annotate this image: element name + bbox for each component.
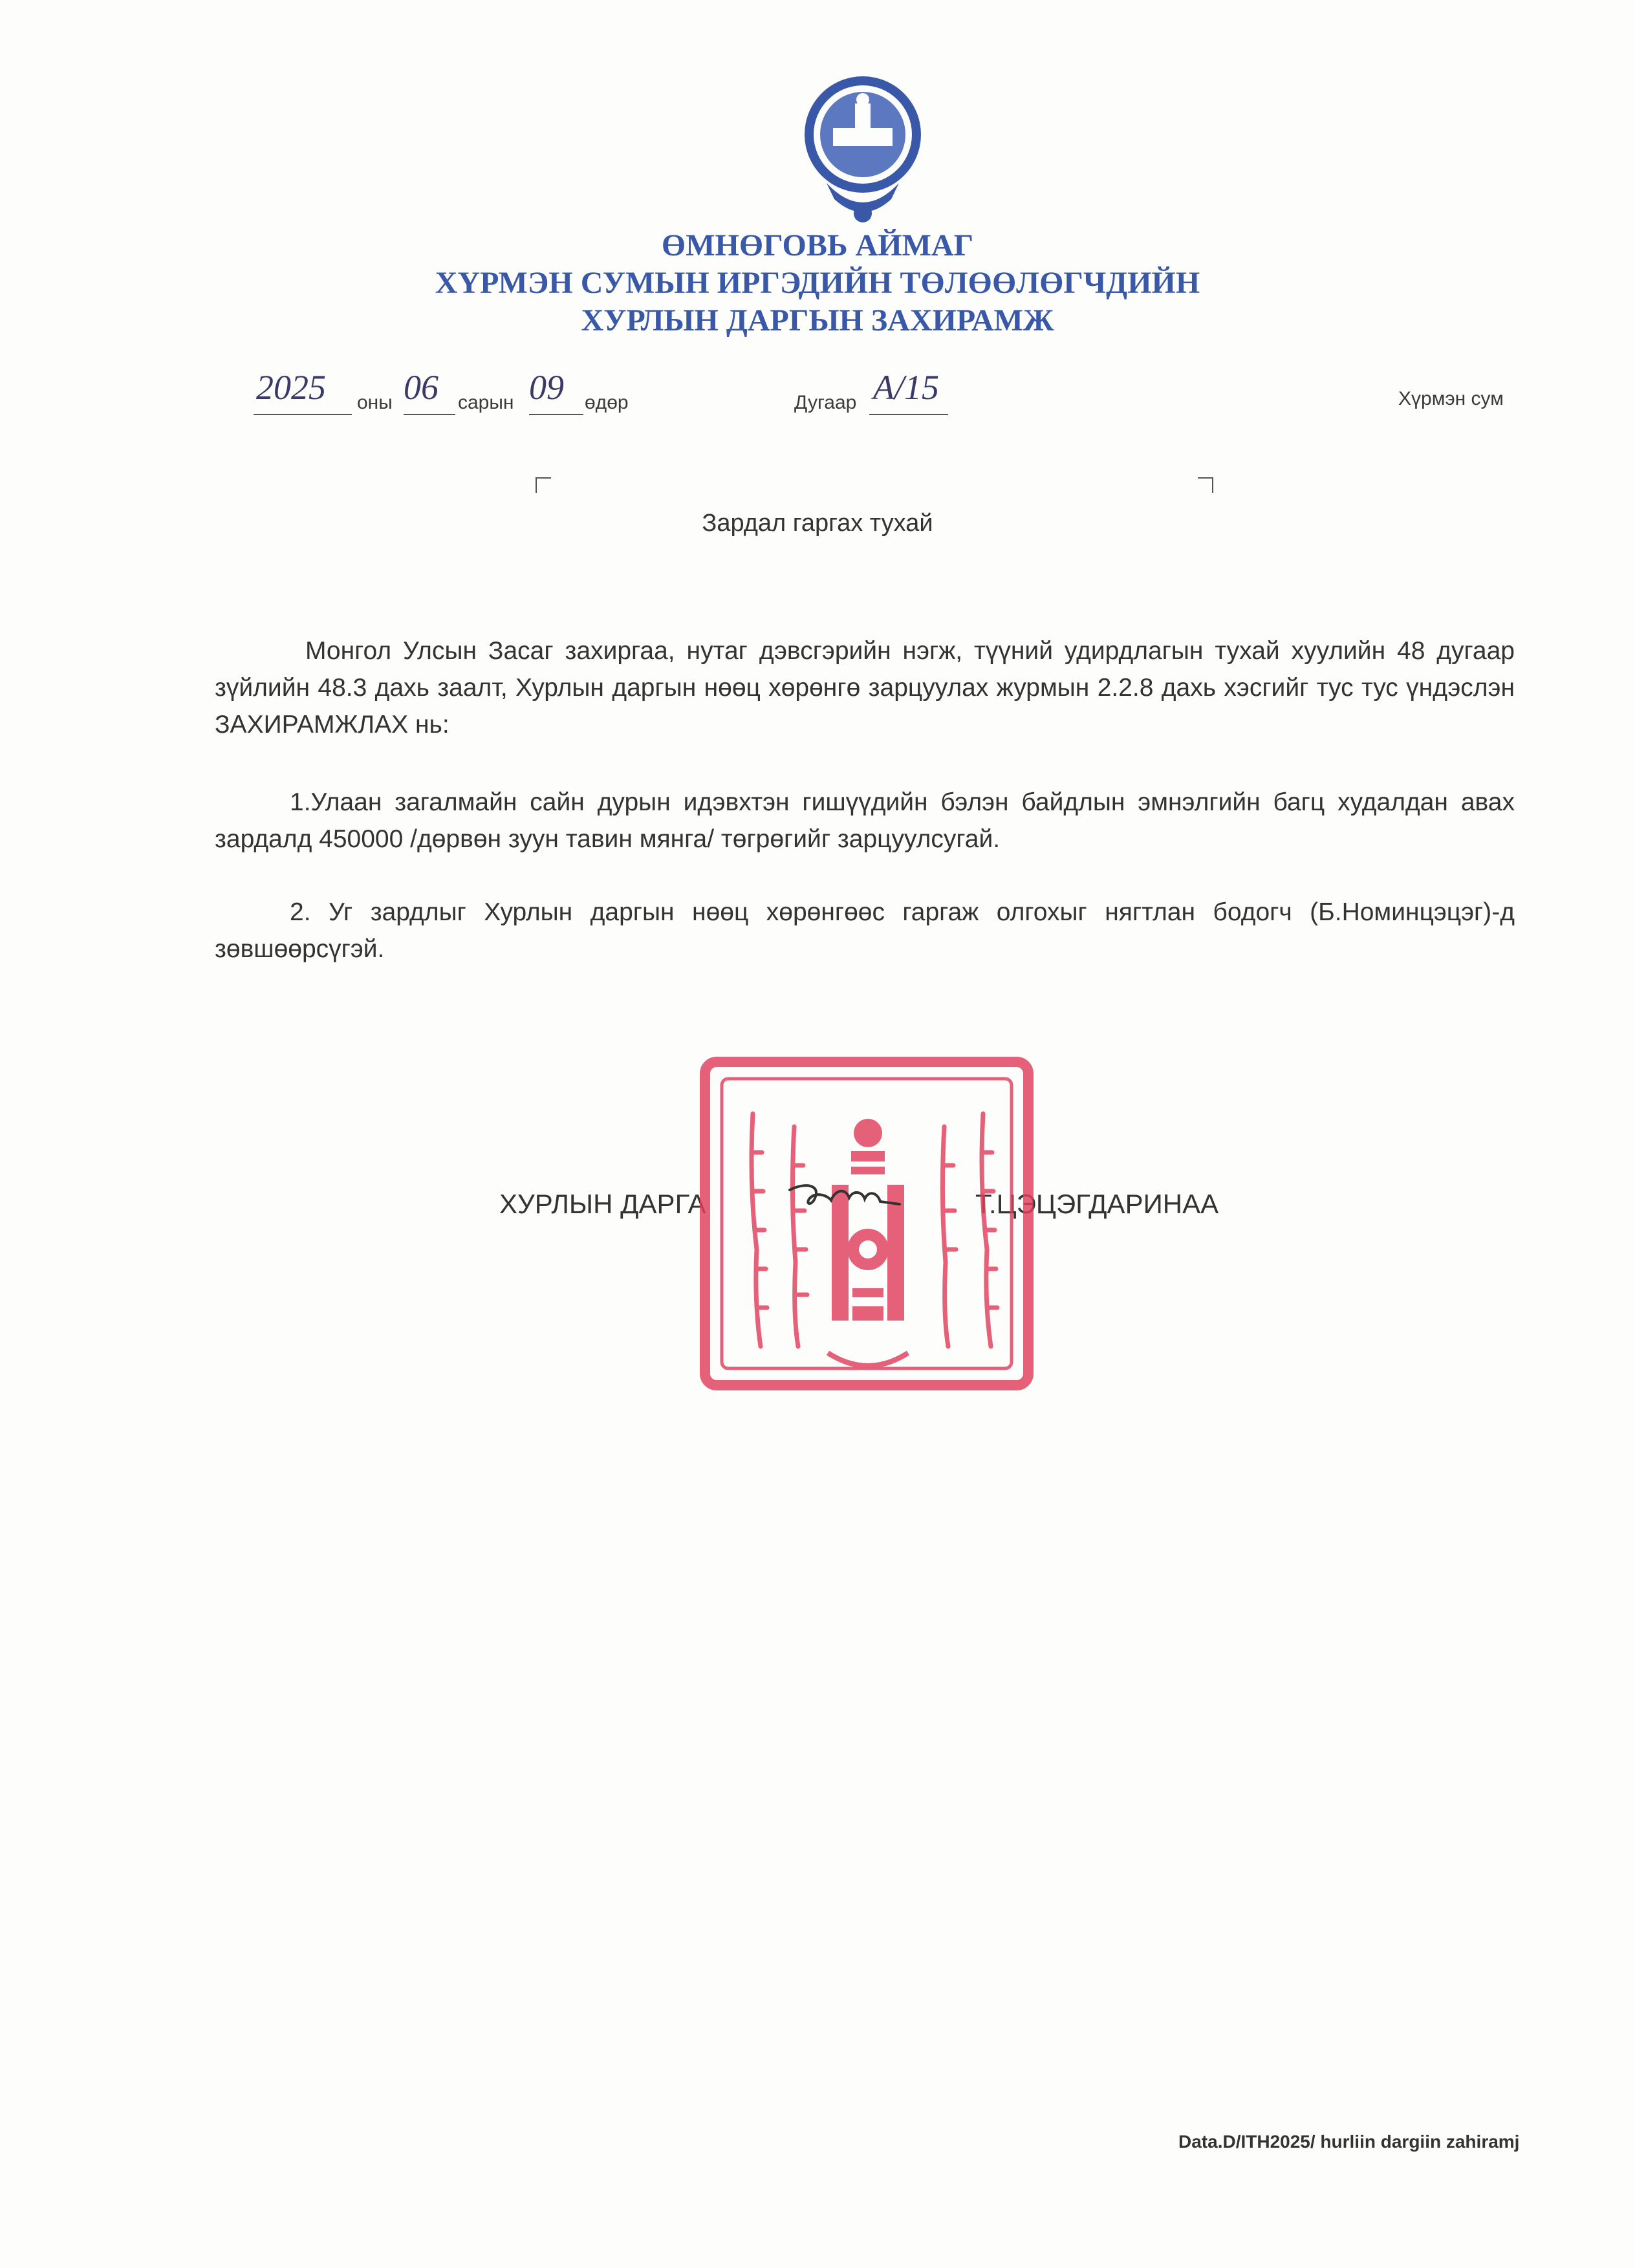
intro-paragraph — [215, 632, 1515, 743]
handwritten-signature — [786, 1171, 909, 1229]
date-year: 2025 — [254, 367, 352, 415]
date-day-label: өдөр — [585, 392, 629, 413]
date-year-label: оны — [357, 392, 393, 413]
header-decree: ХУРЛЫН ДАРГЫН ЗАХИРАМЖ — [581, 303, 1054, 338]
corner-bracket-right — [1198, 477, 1213, 493]
file-reference: Data.D/ITH2025/ hurliin dargiin zahiramj — [1178, 2132, 1520, 2152]
date-month-label: сарын — [458, 392, 514, 413]
number-label: Дугаар — [794, 392, 857, 413]
document-title: Зардал гаргах тухай — [702, 510, 933, 537]
signatory-name: Т.ЦЭЦЭГДАРИНАА — [975, 1189, 1219, 1219]
state-emblem — [801, 70, 925, 232]
place: Хүрмэн сум — [1398, 388, 1504, 409]
corner-bracket-left — [536, 477, 551, 493]
header-aimag: ӨМНӨГОВЬ АЙМАГ — [661, 228, 974, 263]
signatory-position: ХУРЛЫН ДАРГА — [499, 1189, 706, 1219]
header-council: ХҮРМЭН СУМЫН ИРГЭДИЙН ТӨЛӨӨЛӨГЧДИЙН — [435, 266, 1200, 300]
item-1: 1.Улаан загалмайн сайн дурын идэвхтэн гишүүдийн бэлэн байдлын эмнэлгийн багц худалдан авах зардалд 450000 /дөрвөн зуун тавин мянга/ төгрөгийг зарцуулсугай. — [215, 788, 1515, 853]
number-value: А/15 — [869, 367, 948, 415]
intro-text: Монгол Улсын Засаг захиргаа, нутаг дэвсгэрийн нэгж, түүний удирдлагын тухай хуулийн 48 дугаар зүйлийн 48.3 дахь заалт, Хурлын даргын нөөц хөрөнгө зарцуулах журмын 2.2.8 дахь хэсгийг тус тус үндэслэн — [215, 637, 1515, 702]
intro-emphasis: ЗАХИРАМЖЛАХ нь: — [215, 711, 449, 739]
date-month: 06 — [404, 367, 455, 415]
item-2: 2. Уг зардлыг Хурлын даргын нөөц хөрөнгөөс гаргаж олгохыг нягтлан бодогч (Б.Номинцэцэг)-д зөвшөөрсүгэй. — [215, 898, 1515, 963]
date-day: 09 — [529, 367, 583, 415]
